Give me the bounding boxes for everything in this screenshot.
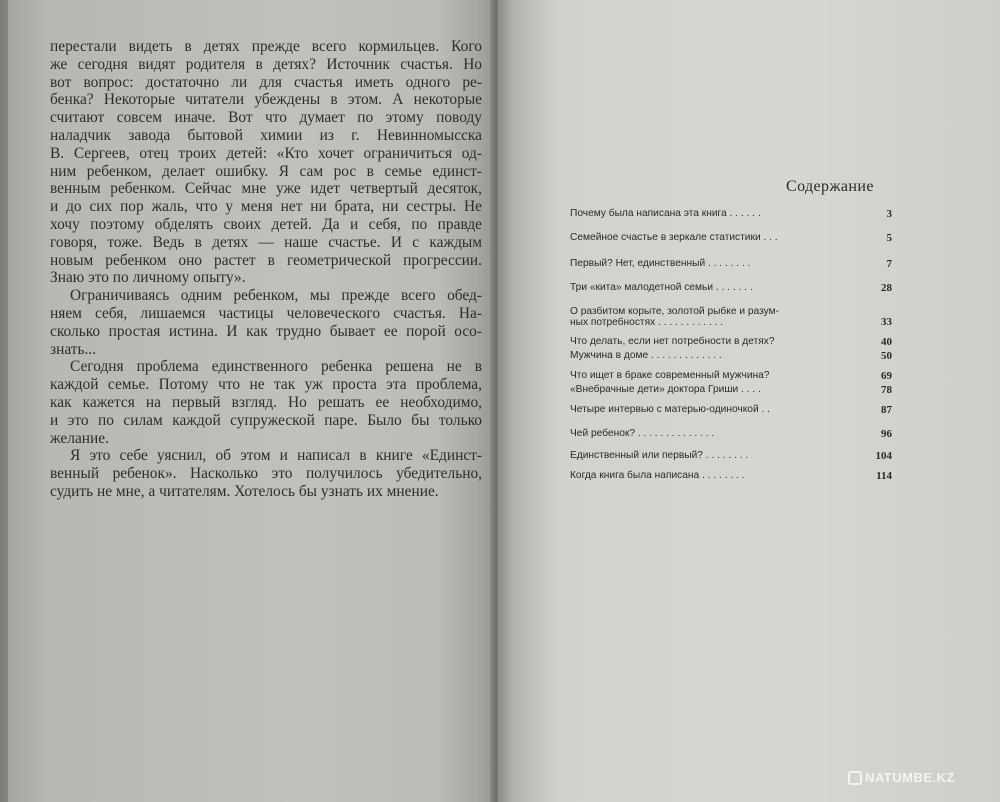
text-line: перестали видеть в детях прежде всего кормильцев. Кого [50,38,482,55]
toc-entry-title: Единственный или первый? . . . . . . . . [570,450,749,461]
toc-entry [570,258,892,269]
toc-entry-title: «Внебрачные дети» доктора Гриши . . . . [570,384,761,395]
toc-entry-title: Три «кита» малодетной семьи . . . . . . . [570,282,753,293]
toc-entry-title: Что ищет в браке современный мужчина? [570,370,770,381]
text-line: хочу поэтому обделять своих детей. Да и себя, по правде [50,215,482,233]
toc-entry-title: О разбитом корыте, золотой рыбке и разум- [570,306,780,317]
text-line: Знаю это по личному опыту». [50,269,246,287]
text-line: сколько простая истина. И как трудно бывает ее порой осо- [50,322,482,340]
text-line: В. Сергеев, отец троих детей: «Кто хочет ограничиться од- [50,144,482,162]
toc-entry-title: Четыре интервью с матерью-одиночкой . . [570,404,770,415]
toc-entry [570,306,892,328]
watermark [848,770,955,785]
text-line: бенка? Некоторые читатели убеждены в этом. А некоторые [50,91,482,109]
toc-entry-title-continued: ных потребностях . . . . . . . . . . . . [570,317,724,328]
text-line: и до сих пор жаль, что у меня нет ни брата, ни сестры. Не [50,198,482,216]
toc-entry-page: 33 [881,316,892,328]
text-line: наладчик завода бытовой химии из г. Невинномысска [50,126,482,144]
toc-entry [570,336,892,347]
text-line: говоря, тоже. Ведь в детях — наше счастье. И с каждым [50,233,482,251]
text-line: Я это себе уяснил, об этом и написал в книге «Единст- [70,447,482,465]
right-page [498,0,1000,802]
toc-entry-title: Семейное счастье в зеркале статистики . . . [570,232,778,243]
text-line: ним ребенком, делает ошибку. Я сам рос в семье единст- [50,162,482,180]
toc-entry-page: 5 [886,232,892,244]
text-line: же сегодня видят родителя в детях? Источник счастья. Но [50,55,482,73]
toc-entry [570,404,892,415]
toc-entry [570,350,892,361]
toc-entry-page: 50 [881,350,892,362]
toc-entry [570,470,892,481]
toc-title: Содержание [786,178,874,195]
toc-entry-page: 78 [881,384,892,396]
text-line: и это по силам каждой супружеской паре. Было бы только [50,411,482,429]
toc-entry-page: 96 [881,428,892,440]
text-line: венным ребенком. Сейчас мне уже идет четвертый десяток, [50,180,482,198]
toc-entry-page: 114 [876,470,892,482]
text-line: няем себя, лишаемся частицы человеческого счастья. На- [50,304,482,322]
text-line: каждой семье. Потому что не так уж проста эта проблема, [50,376,482,394]
toc-entry [570,208,892,219]
toc-entry-page: 104 [875,450,892,462]
text-line: желание. [50,429,109,447]
toc-entry [570,232,892,243]
toc-entry [570,370,892,381]
toc-entry-page: 3 [886,208,892,220]
left-page [8,0,496,802]
toc-entry-title: Первый? Нет, единственный . . . . . . . . [570,258,751,269]
watermark-logo-icon [848,771,862,785]
text-line: вот вопрос: достаточно ли для счастья иметь одного ре- [50,73,482,91]
toc-entry [570,384,892,395]
toc-entry-page: 7 [886,258,892,270]
text-line: считают совсем иначе. Вот что думает по этому поводу [50,109,482,127]
text-line: новым ребенком оно растет в геометрической прогрессии. [50,251,482,269]
toc-entry-title: Что делать, если нет потребности в детях? [570,336,775,347]
watermark-text: NATUMBE.KZ [865,770,955,785]
left-page-text [50,38,482,501]
toc-entry-title: Мужчина в доме . . . . . . . . . . . . . [570,350,722,361]
toc-entry-page: 28 [881,282,892,294]
toc-entry [570,450,892,461]
toc-entry-page: 40 [881,336,892,348]
text-line: Сегодня проблема единственного ребенка решена не в [70,358,482,376]
toc-entry-title: Чей ребенок? . . . . . . . . . . . . . . [570,428,715,439]
text-line: знать... [50,340,97,358]
toc-entry [570,428,892,439]
toc-entry-title: Когда книга была написана . . . . . . . . [570,470,745,481]
text-line: Ограничиваясь одним ребенком, мы прежде всего обед- [70,287,482,305]
toc-entry-title: Почему была написана эта книга . . . . . . [570,208,761,219]
toc-entry-page: 69 [881,370,892,382]
text-line: венный ребенок». Насколько это получилось убедительно, [50,465,482,483]
text-line: как кажется на первый взгляд. Но решать ее необходимо, [50,393,482,411]
toc-entry [570,282,892,293]
text-line: судить не мне, а читателям. Хотелось бы узнать их мнение. [50,482,439,500]
toc-entry-page: 87 [881,404,892,416]
